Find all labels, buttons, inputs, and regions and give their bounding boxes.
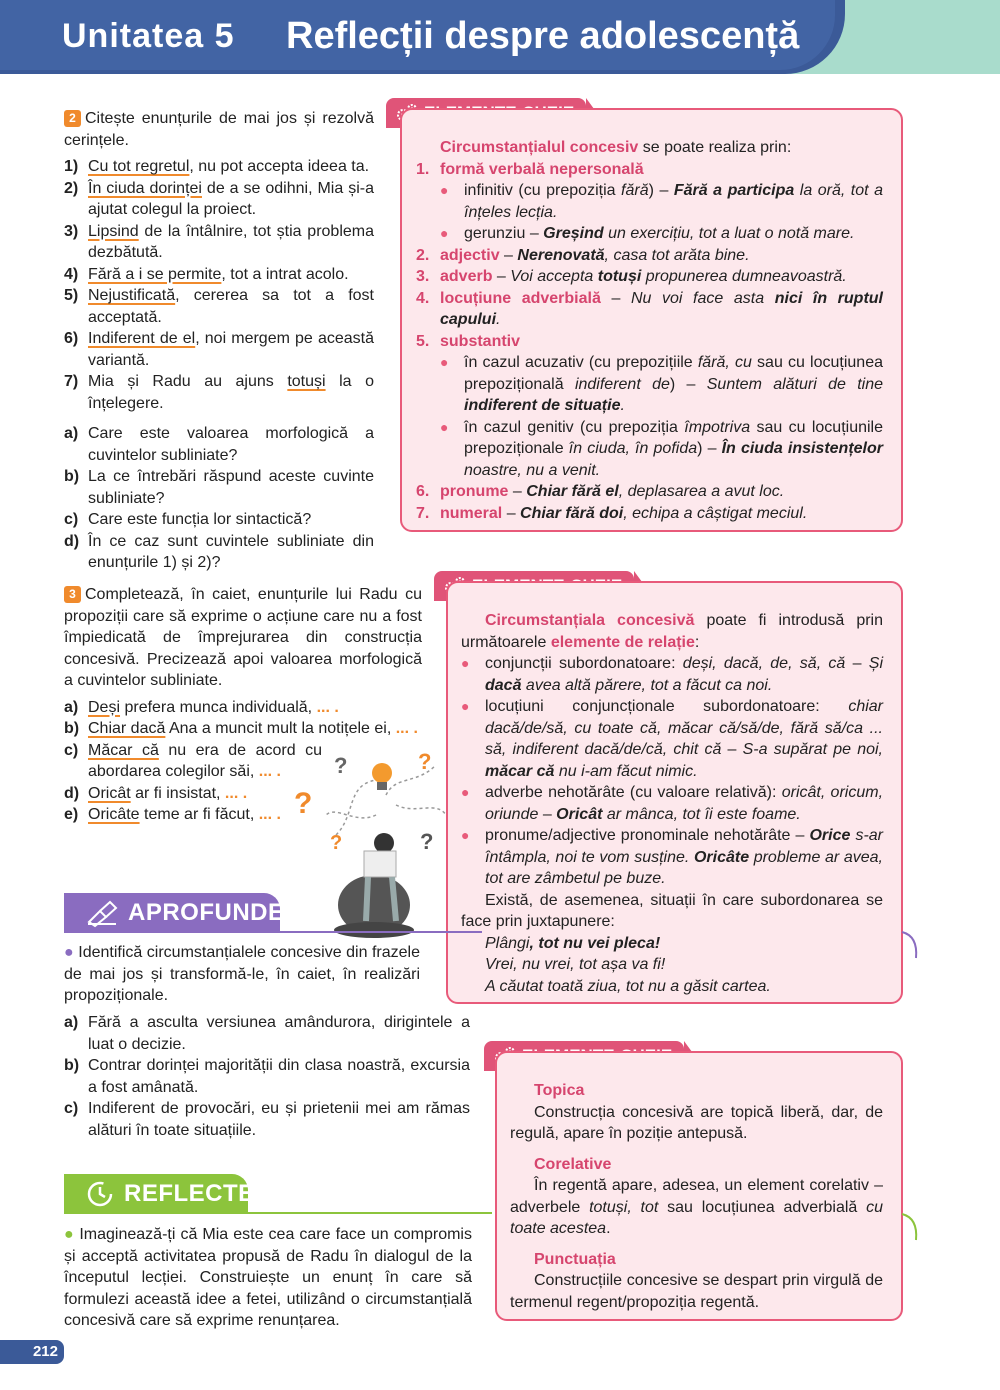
page-number: 212 <box>0 1340 64 1364</box>
key-elements-box-2 <box>446 581 903 1004</box>
exercise-3-intro: 3 Completează, în caiet, enunțurile lui Radu cu propoziții care să exprime o acțiune care nu a fost împiedicată de împrejurarea din construcția concesivă. Precizează apoi valoarea morfologică a cuvintelor subliniate. <box>64 586 422 689</box>
box2-example-1: Plângi, tot nu vei pleca! <box>485 934 661 952</box>
list-item: ● locuțiuni conjuncționale subordonatoare: chiar dacă/de/să, cu toate că, măcar că/să/de, fără să/ca ... să, indiferent dacă/de/că, chit că – S-a supărat pe noi, măcar că nu i-am făcut nimic. <box>461 698 883 780</box>
aprofundez-rule <box>64 931 482 933</box>
list-item: b) Chiar dacă Ana a muncit mult la notițele ei, ... . <box>64 720 418 737</box>
list-item: 6) Indiferent de el, noi mergem pe această variantă. <box>64 330 374 369</box>
topica-text: Construcția concesivă are topică liberă, dar, de regulă, apare în poziție antepusă. <box>510 1103 883 1142</box>
exercise-2-questions <box>64 423 374 574</box>
list-item: e) Oricâte teme ar fi făcut, ... . <box>64 806 281 823</box>
aprofundez-content <box>64 942 420 1007</box>
list-item: d) În ce caz sunt cuvintele subliniate din enunțurile 1) și 2)? <box>64 532 374 571</box>
reflectez-content <box>64 1224 472 1332</box>
box2-intro: Circumstanțiala concesivă poate fi introdusă prin următoarele elemente de relație: <box>461 612 883 651</box>
list-item: c) Măcar că nu era de acord cu abordarea colegilor săi, ... . <box>64 741 322 780</box>
exercise-2-intro: 2 Citește enunțurile de mai jos și rezolvă cerințele. <box>64 110 374 149</box>
list-item: ● gerunziu – Greșind un exercițiu, tot a luat o notă mare. <box>440 225 855 242</box>
svg-text:?: ? <box>420 829 434 854</box>
writing-hand-icon <box>86 900 118 926</box>
exercise-3-number: 3 <box>64 586 81 603</box>
list-item: ● adverbe nehotărâte (cu valoare relativă): oricât, oricum, oriunde – Oricât ar mânca, tot îi este foame. <box>461 784 884 823</box>
list-item: 1) Cu tot regretul, nu pot accepta ideea ta. <box>64 158 370 175</box>
list-item: ● conjuncții subordonatoare: deși, dacă, de, să, că – Și dacă avea altă părere, tot a făcut ca noi. <box>461 655 884 694</box>
reflectez-rule <box>64 1212 492 1214</box>
list-item: ● în cazul genitiv (cu prepoziția împotriva sau cu locuțiunile prepoziționale în ciuda, în pofida) – În ciuda insistențelor noastre, nu a venit. <box>440 418 884 479</box>
reflectez-text: ● Imaginează-ți că Mia este cea care face un compromis și acceptă activitatea propusă de Radu în dialogul de la începutul lecției. Construiește un enunț în care să formulezi această idee a fetei, utilizând o circumstanțială concesivă care să exprime renunțarea. <box>64 1226 472 1329</box>
reflectez-header: REFLECTEZ <box>64 1174 248 1214</box>
exercise-3-items <box>64 697 422 740</box>
svg-text:?: ? <box>330 832 343 854</box>
exercise-2 <box>64 108 374 574</box>
list-item: 2) În ciuda dorinței de a se odihni, Mia și-a ajutat colegul la proiect. <box>64 179 374 218</box>
list-item: 6. pronume – Chiar fără el, deplasarea a avut loc. <box>416 483 785 500</box>
list-item: 2. adjectiv – Nerenovată, casa tot arăta bine. <box>416 246 750 264</box>
exercise-2-sentences <box>64 156 374 414</box>
list-item: b) Contrar dorinței majorității din clasa noastră, excursia a fost amânată. <box>64 1057 470 1096</box>
punctuatia-text: Construcțiile concesive se despart prin virgulă de termenul regent/propoziția regentă. <box>510 1272 883 1311</box>
list-item: 7) Mia și Radu au ajuns totuși la o înțelegere. <box>64 373 375 412</box>
corelative-heading: Corelative <box>534 1155 612 1173</box>
key-elements-box-3 <box>495 1051 903 1321</box>
list-item: 4) Fără a i se permite, tot a intrat acolo. <box>64 265 349 283</box>
page-header <box>0 0 1000 74</box>
box2-juxtaposition: Există, de asemenea, situații în care subordonarea se face prin juxtapunere: <box>461 891 883 930</box>
page-title: Reflecții despre adolescență <box>286 15 800 57</box>
list-item: c) Care este funcția lor sintactică? <box>64 511 312 528</box>
list-item: a) Care este valoarea morfologică a cuvintelor subliniate? <box>64 425 374 464</box>
list-item: 1. formă verbală nepersonală <box>416 160 644 178</box>
key-elements-box-1 <box>400 108 903 532</box>
unit-label: Unitatea 5 <box>62 17 235 55</box>
list-item: d) Oricât ar fi insistat, ... . <box>64 784 248 802</box>
list-item: 5) Nejustificată, cererea sa tot a fost acceptată. <box>64 287 374 326</box>
list-item: c) Indiferent de provocări, eu și prietenii mei am rămas alături în toate situațiile. <box>64 1100 470 1139</box>
svg-text:?: ? <box>418 749 432 774</box>
list-item: ● în cazul acuzativ (cu prepozițiile fără, cu sau cu locuțiunea prepozițională indiferent de) – Suntem alături de tine indiferent de situație. <box>440 354 884 414</box>
decorative-arc <box>900 1212 920 1242</box>
aprofundez-list <box>64 1012 470 1141</box>
list-item: 3) Lipsind de la întâlnire, tot știa problema dezbătută. <box>64 222 374 261</box>
decorative-arc <box>900 930 920 960</box>
box2-example-3: A căutat toată ziua, tot nu a găsit cartea. <box>485 977 771 995</box>
svg-text:?: ? <box>334 753 348 778</box>
box1-intro: Circumstanțialul concesiv se poate realiza prin: <box>440 139 792 156</box>
corelative-text: În regentă apare, adesea, un element corelativ – adverbele totuși, tot sau locuțiunea adverbială cu toate acestea. <box>510 1177 884 1237</box>
box1-list <box>416 159 883 525</box>
list-item: ● infinitiv (cu prepoziția fără) – Fără a participa la oră, tot a înțeles lecția. <box>440 182 884 221</box>
list-item: a) Deși prefera munca individuală, ... . <box>64 698 339 716</box>
list-item: 3. adverb – Voi accepta totuși propunerea dumneavoastră. <box>416 268 847 285</box>
list-item: 5. substantiv <box>416 332 521 350</box>
svg-text:?: ? <box>294 787 313 820</box>
list-item: 4. locuțiune adverbială – Nu voi face asta nici în ruptul capului. <box>416 289 884 328</box>
aprofundez-header: APROFUNDEZ <box>64 893 280 933</box>
list-item: b) La ce întrebări răspund aceste cuvinte subliniate? <box>64 468 374 507</box>
clock-icon <box>86 1180 114 1208</box>
list-item: 7. numeral – Chiar fără doi, echipa a câștigat meciul. <box>416 504 808 522</box>
topica-heading: Topica <box>534 1082 585 1099</box>
exercise-3-items-narrow <box>64 740 322 826</box>
list-item: ● pronume/adjective pronominale nehotărâte – Orice s-ar întâmpla, noi te vom susține. Oricâte probleme ar avea, tot are zâmbetul pe buze. <box>461 827 884 887</box>
box2-example-2: Vrei, nu vrei, tot așa va fi! <box>485 956 666 973</box>
exercise-2-number: 2 <box>64 110 81 127</box>
list-item: a) Fără a asculta versiunea amândurora, dirigintele a luat o decizie. <box>64 1014 470 1053</box>
aprofundez-intro: ● Identifică circumstanțialele concesive din frazele de mai jos și transformă-le, în caiet, în realizări propoziționale. <box>64 944 420 1004</box>
punctuatia-heading: Punctuația <box>534 1250 616 1268</box>
